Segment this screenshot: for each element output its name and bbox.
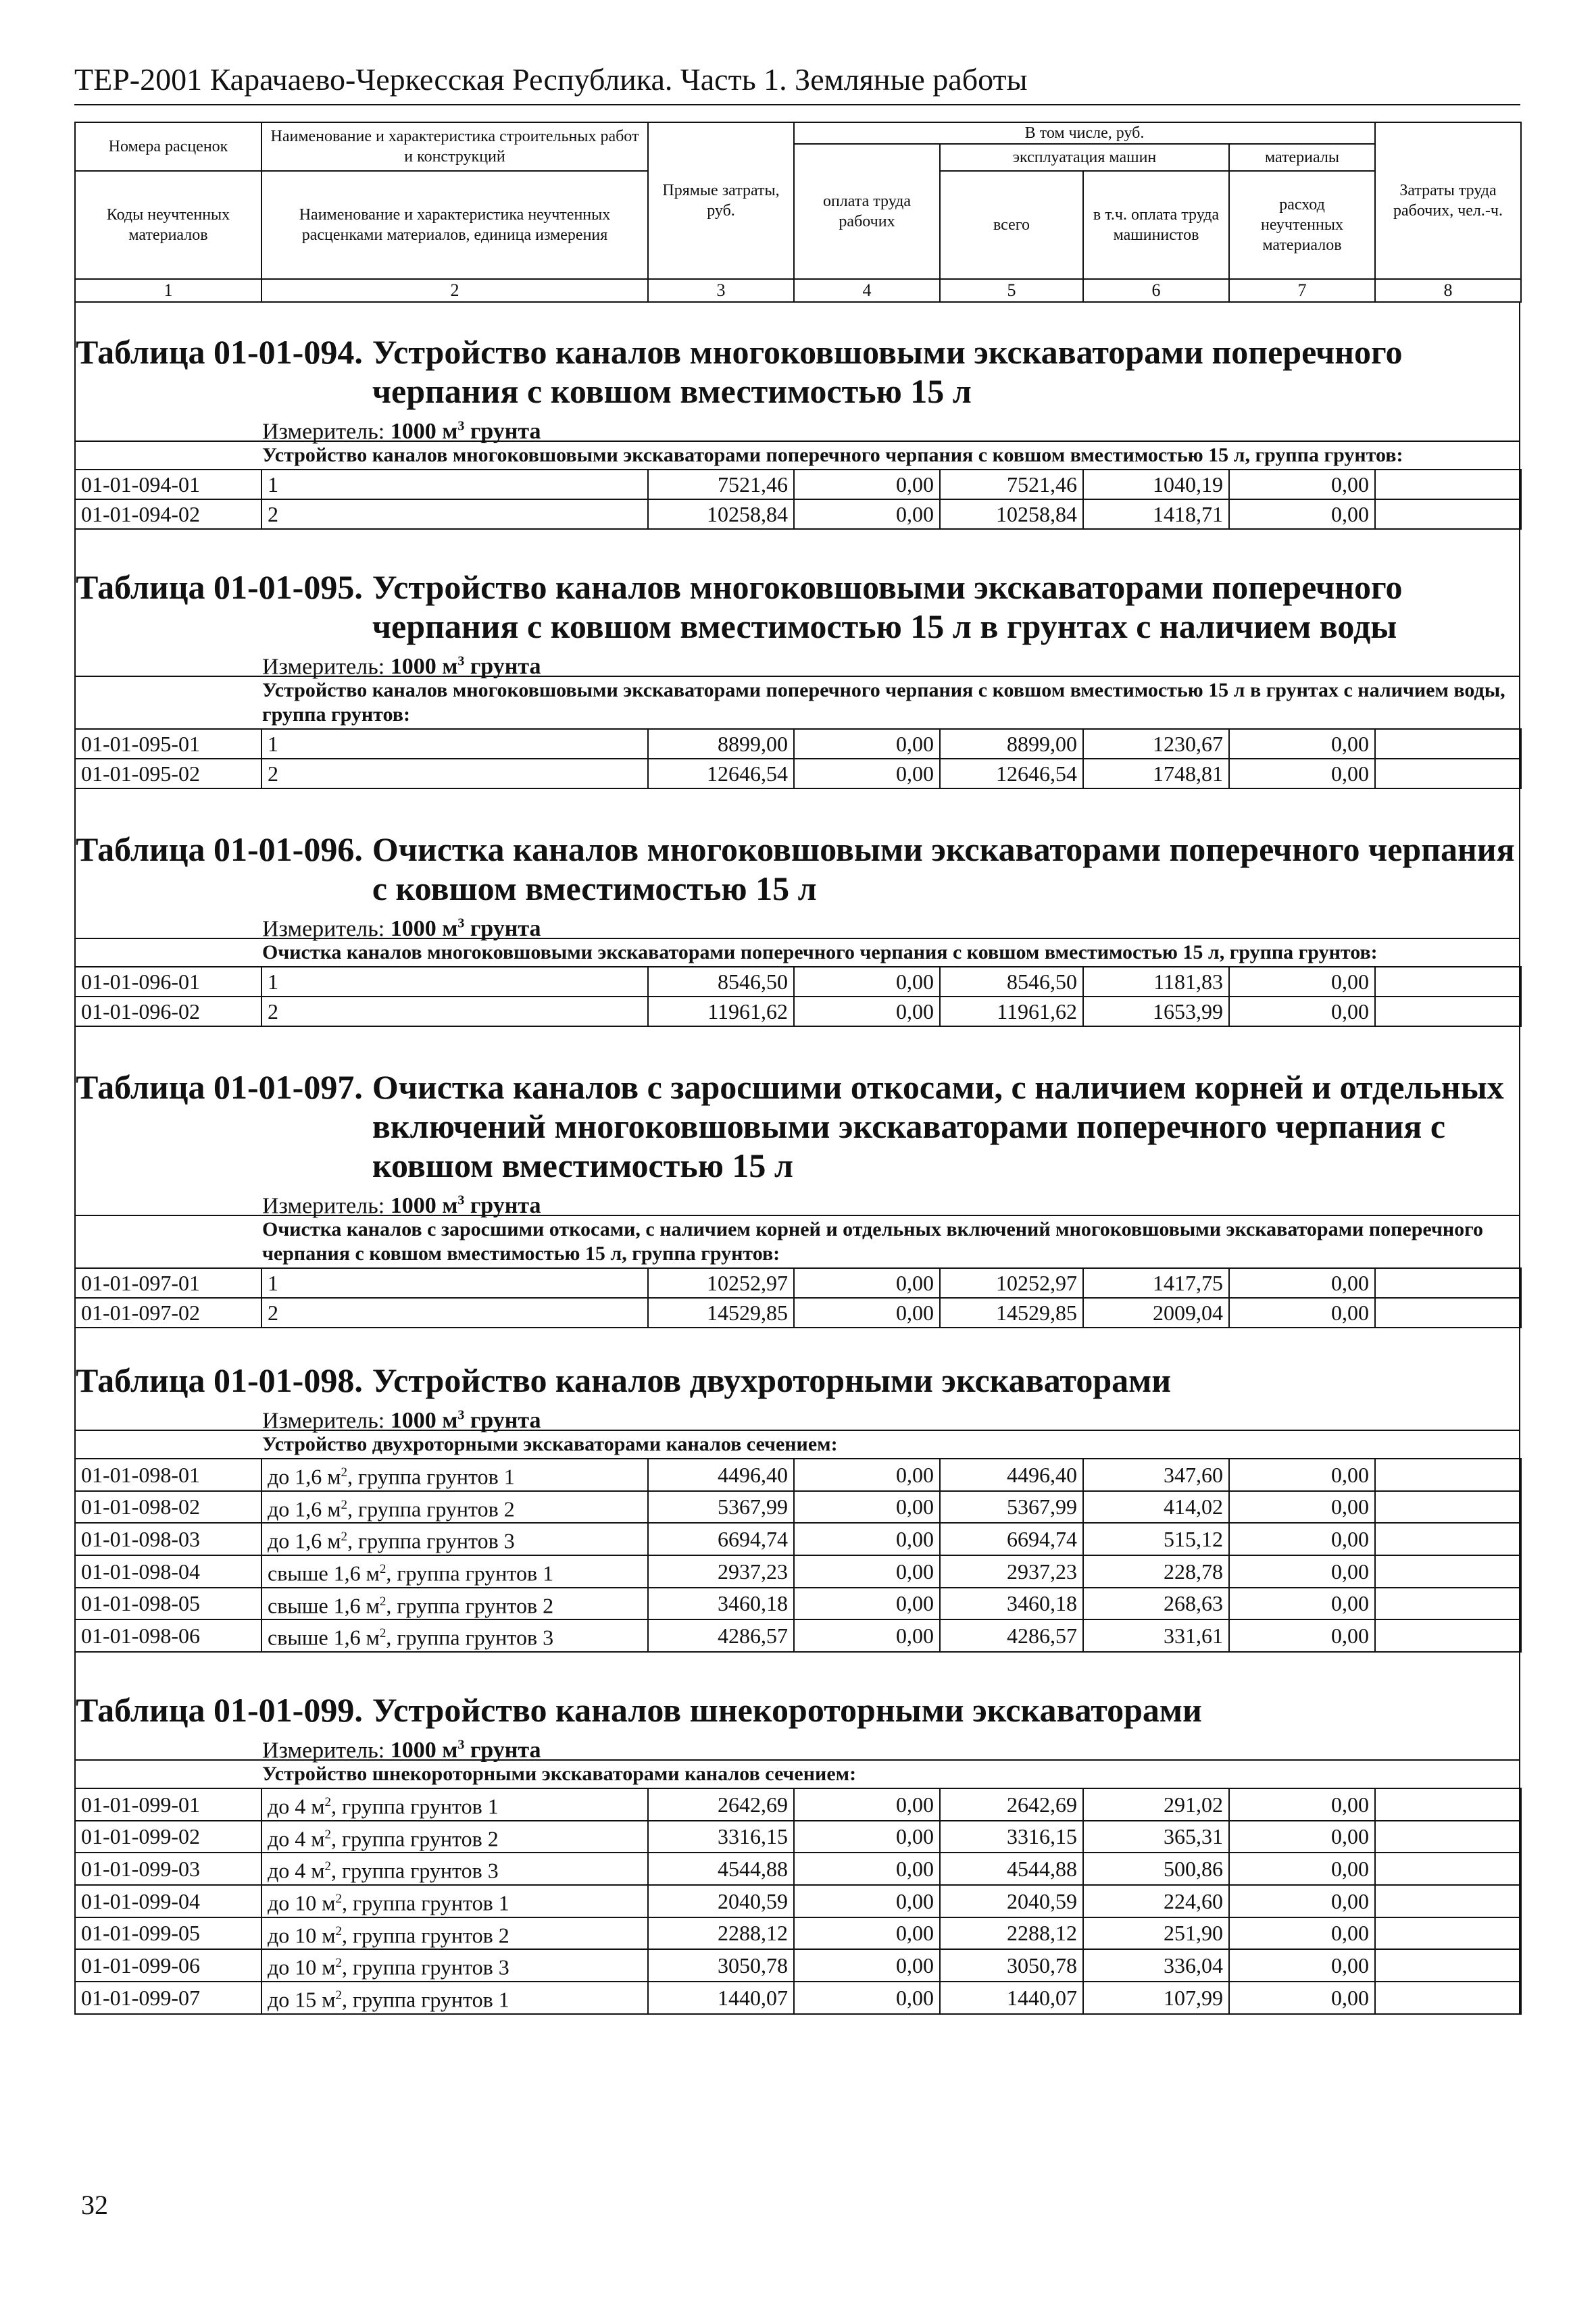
col-including: В том числе, руб. (794, 122, 1375, 144)
materials: 0,00 (1229, 759, 1375, 788)
direct-costs: 8546,50 (648, 967, 794, 997)
table-title (76, 830, 1519, 908)
col-rate-number: Номера расценок (75, 122, 261, 171)
rate-name: 1 (261, 470, 648, 499)
col-work-name: Наименование и характеристика строительных работ и конструкций (261, 122, 648, 171)
direct-costs: 6694,74 (648, 1523, 794, 1555)
table-title (76, 1690, 1519, 1730)
machine-total: 8546,50 (940, 967, 1083, 997)
rate-name: 2 (261, 499, 648, 529)
labor-hours (1375, 1523, 1521, 1555)
rate-name: 1 (261, 729, 648, 759)
materials: 0,00 (1229, 1821, 1375, 1853)
materials: 0,00 (1229, 1491, 1375, 1524)
col-machine-ops: эксплуатация машин (940, 144, 1229, 171)
direct-costs: 4544,88 (648, 1853, 794, 1885)
table-row (75, 1459, 1521, 1491)
machinist-pay: 291,02 (1083, 1788, 1229, 1821)
machine-total: 3050,78 (940, 1949, 1083, 1982)
labor-pay: 0,00 (794, 1982, 940, 2014)
rate-name: до 4 $м^2$, группа грунтов 2 (261, 1821, 648, 1853)
running-header: ТЕР-2001 Карачаево-Черкесская Республика. Часть 1. Земляные работы (74, 62, 1028, 97)
meter-label: Измеритель: (262, 1738, 385, 1763)
materials: 0,00 (1229, 1853, 1375, 1885)
table-row (75, 1298, 1521, 1328)
table-row (75, 759, 1521, 788)
col-labor-pay: оплата труда рабочих (794, 144, 940, 279)
machinist-pay: 228,78 (1083, 1555, 1229, 1588)
labor-hours (1375, 759, 1521, 788)
labor-pay: 0,00 (794, 729, 940, 759)
machinist-pay: 336,04 (1083, 1949, 1229, 1982)
labor-hours (1375, 1982, 1521, 2014)
machine-total: 4286,57 (940, 1619, 1083, 1652)
machine-total: 3460,18 (940, 1588, 1083, 1620)
rate-table-section (74, 530, 1520, 789)
rate-code: 01-01-095-01 (75, 729, 261, 759)
meter-label: Измеритель: (262, 916, 385, 942)
rate-name: до 15 $м^2$, группа грунтов 1 (261, 1982, 648, 2014)
machine-total: 12646,54 (940, 759, 1083, 788)
page-number: 32 (81, 2190, 108, 2220)
table-intro: Устройство каналов многоковшовыми экскаваторами поперечного черпания с ковшом вместимостью 15 л, группа грунтов: (76, 441, 1519, 469)
rate-code: 01-01-099-07 (75, 1982, 261, 2014)
machine-total: 10252,97 (940, 1268, 1083, 1298)
rate-name: до 4 $м^2$, группа грунтов 3 (261, 1853, 648, 1885)
direct-costs: 2937,23 (648, 1555, 794, 1588)
measurement-unit (76, 1185, 1519, 1219)
rate-code: 01-01-098-06 (75, 1619, 261, 1652)
rate-tables (74, 303, 1520, 2015)
rate-name: 2 (261, 1298, 648, 1328)
direct-costs: 11961,62 (648, 997, 794, 1026)
table-number: Таблица 01-01-099. (76, 1690, 363, 1729)
table-row (75, 729, 1521, 759)
machine-total: 8899,00 (940, 729, 1083, 759)
machine-total: 2642,69 (940, 1788, 1083, 1821)
rate-name: 2 (261, 759, 648, 788)
materials: 0,00 (1229, 499, 1375, 529)
machine-total: 10258,84 (940, 499, 1083, 529)
meter-value: 1000 $м^3$ грунта (390, 1408, 541, 1434)
machine-total: 3316,15 (940, 1821, 1083, 1853)
meter-value: 1000 $м^3$ грунта (390, 419, 541, 445)
machine-total: 5367,99 (940, 1491, 1083, 1524)
labor-hours (1375, 1788, 1521, 1821)
rate-rows (74, 1458, 1522, 1653)
labor-hours (1375, 1268, 1521, 1298)
table-row (75, 1491, 1521, 1524)
rate-name: свыше 1,6 $м^2$, группа грунтов 3 (261, 1619, 648, 1652)
machine-total: 4496,40 (940, 1459, 1083, 1491)
measurement-unit (76, 411, 1519, 445)
rate-code: 01-01-098-01 (75, 1459, 261, 1491)
machinist-pay: 347,60 (1083, 1459, 1229, 1491)
materials: 0,00 (1229, 1523, 1375, 1555)
materials: 0,00 (1229, 1268, 1375, 1298)
header-rule (74, 104, 1520, 105)
meter-value: 1000 $м^3$ грунта (390, 1737, 541, 1763)
direct-costs: 3460,18 (648, 1588, 794, 1620)
labor-hours (1375, 1555, 1521, 1588)
materials: 0,00 (1229, 1949, 1375, 1982)
col-unaccounted-name: Наименование и характеристика неучтенных расценками материалов, единица измерения (261, 171, 648, 279)
labor-pay: 0,00 (794, 1523, 940, 1555)
machinist-pay: 365,31 (1083, 1821, 1229, 1853)
rate-name: до 1,6 $м^2$, группа грунтов 3 (261, 1523, 648, 1555)
labor-hours (1375, 499, 1521, 529)
materials: 0,00 (1229, 729, 1375, 759)
table-row (75, 470, 1521, 499)
col-total: всего (940, 171, 1083, 279)
column-header-table (74, 122, 1522, 303)
machine-total: 6694,74 (940, 1523, 1083, 1555)
labor-hours (1375, 1821, 1521, 1853)
machinist-pay: 331,61 (1083, 1619, 1229, 1652)
direct-costs: 3316,15 (648, 1821, 794, 1853)
col-number: 3 (648, 279, 794, 302)
table-row (75, 1619, 1521, 1652)
materials: 0,00 (1229, 1619, 1375, 1652)
table-number: Таблица 01-01-096. (76, 830, 363, 868)
machinist-pay: 414,02 (1083, 1491, 1229, 1524)
rate-name: до 4 $м^2$, группа грунтов 1 (261, 1788, 648, 1821)
labor-hours (1375, 1298, 1521, 1328)
materials: 0,00 (1229, 1917, 1375, 1950)
table-title (76, 1067, 1519, 1185)
direct-costs: 10252,97 (648, 1268, 794, 1298)
table-row (75, 997, 1521, 1026)
machinist-pay: 1417,75 (1083, 1268, 1229, 1298)
meter-label: Измеритель: (262, 1408, 385, 1434)
rate-table-section (74, 1027, 1520, 1328)
labor-pay: 0,00 (794, 1268, 940, 1298)
table-intro: Очистка каналов с заросшими откосами, с наличием корней и отдельных включений многоковшовыми экскаваторами поперечного черпания с ковшом вместимостью 15 л, группа грунтов: (76, 1215, 1519, 1267)
rate-name: свыше 1,6 $м^2$, группа грунтов 2 (261, 1588, 648, 1620)
col-number: 6 (1083, 279, 1229, 302)
table-row (75, 1982, 1521, 2014)
table-title (76, 332, 1519, 411)
col-number: 2 (261, 279, 648, 302)
document-page (74, 61, 1520, 2015)
rate-code: 01-01-099-01 (75, 1788, 261, 1821)
labor-hours (1375, 1459, 1521, 1491)
direct-costs: 4286,57 (648, 1619, 794, 1652)
labor-hours (1375, 1853, 1521, 1885)
direct-costs: 7521,46 (648, 470, 794, 499)
table-row (75, 1588, 1521, 1620)
col-number: 4 (794, 279, 940, 302)
machinist-pay: 515,12 (1083, 1523, 1229, 1555)
labor-hours (1375, 967, 1521, 997)
labor-pay: 0,00 (794, 759, 940, 788)
labor-pay: 0,00 (794, 997, 940, 1026)
materials: 0,00 (1229, 1459, 1375, 1491)
measurement-unit (76, 646, 1519, 680)
rate-rows (74, 966, 1522, 1027)
rate-code: 01-01-096-02 (75, 997, 261, 1026)
labor-pay: 0,00 (794, 1555, 940, 1588)
rate-name: до 10 $м^2$, группа грунтов 1 (261, 1885, 648, 1917)
labor-pay: 0,00 (794, 1917, 940, 1950)
labor-pay: 0,00 (794, 1821, 940, 1853)
table-intro: Устройство двухроторными экскаваторами каналов сечением: (76, 1430, 1519, 1458)
table-number: Таблица 01-01-097. (76, 1068, 363, 1106)
direct-costs: 4496,40 (648, 1459, 794, 1491)
materials: 0,00 (1229, 1982, 1375, 2014)
direct-costs: 2040,59 (648, 1885, 794, 1917)
machinist-pay: 268,63 (1083, 1588, 1229, 1620)
machine-total: 11961,62 (940, 997, 1083, 1026)
meter-value: 1000 $м^3$ грунта (390, 1193, 541, 1219)
table-row (75, 1853, 1521, 1885)
table-row (75, 1949, 1521, 1982)
machine-total: 2288,12 (940, 1917, 1083, 1950)
table-row (75, 1885, 1521, 1917)
materials: 0,00 (1229, 1885, 1375, 1917)
machinist-pay: 224,60 (1083, 1885, 1229, 1917)
direct-costs: 8899,00 (648, 729, 794, 759)
table-intro: Устройство шнекороторными экскаваторами каналов сечением: (76, 1759, 1519, 1788)
rate-code: 01-01-096-01 (75, 967, 261, 997)
table-row (75, 1821, 1521, 1853)
table-row (75, 499, 1521, 529)
table-row (75, 1523, 1521, 1555)
table-intro: Устройство каналов многоковшовыми экскаваторами поперечного черпания с ковшом вместимостью 15 л в грунтах с наличием воды, группа грунтов: (76, 676, 1519, 728)
machinist-pay: 1181,83 (1083, 967, 1229, 997)
direct-costs: 12646,54 (648, 759, 794, 788)
direct-costs: 3050,78 (648, 1949, 794, 1982)
table-row (75, 1788, 1521, 1821)
rate-name: до 10 $м^2$, группа грунтов 2 (261, 1917, 648, 1950)
rate-table-section (74, 789, 1520, 1027)
rate-code: 01-01-098-05 (75, 1588, 261, 1620)
table-title (76, 1361, 1519, 1400)
table-number: Таблица 01-01-095. (76, 568, 363, 606)
meter-value: 1000 $м^3$ грунта (390, 916, 541, 942)
labor-pay: 0,00 (794, 1491, 940, 1524)
rate-rows (74, 1267, 1522, 1328)
col-labor-hours: Затраты труда рабочих, чел.-ч. (1375, 122, 1521, 279)
machine-total: 1440,07 (940, 1982, 1083, 2014)
machine-total: 7521,46 (940, 470, 1083, 499)
meter-label: Измеритель: (262, 1193, 385, 1219)
labor-hours (1375, 1917, 1521, 1950)
rate-code: 01-01-098-04 (75, 1555, 261, 1588)
rate-name: до 1,6 $м^2$, группа грунтов 1 (261, 1459, 648, 1491)
table-caption: Устройство каналов многоковшовыми экскаваторами поперечного черпания с ковшом вместимостью 15 л (372, 333, 1403, 410)
direct-costs: 10258,84 (648, 499, 794, 529)
rate-code: 01-01-098-02 (75, 1491, 261, 1524)
machinist-pay: 1653,99 (1083, 997, 1229, 1026)
measurement-unit (76, 1400, 1519, 1434)
rate-code: 01-01-099-04 (75, 1885, 261, 1917)
rate-code: 01-01-094-02 (75, 499, 261, 529)
rate-name: 1 (261, 1268, 648, 1298)
rate-code: 01-01-094-01 (75, 470, 261, 499)
table-caption: Устройство каналов шнекороторными экскаваторами (372, 1690, 1202, 1729)
labor-pay: 0,00 (794, 1949, 940, 1982)
machine-total: 14529,85 (940, 1298, 1083, 1328)
labor-pay: 0,00 (794, 1588, 940, 1620)
labor-hours (1375, 1588, 1521, 1620)
table-row (75, 967, 1521, 997)
rate-code: 01-01-098-03 (75, 1523, 261, 1555)
materials: 0,00 (1229, 1588, 1375, 1620)
rate-rows (74, 728, 1522, 789)
table-row (75, 1268, 1521, 1298)
rate-code: 01-01-099-06 (75, 1949, 261, 1982)
rate-name: до 10 $м^2$, группа грунтов 3 (261, 1949, 648, 1982)
direct-costs: 2288,12 (648, 1917, 794, 1950)
direct-costs: 14529,85 (648, 1298, 794, 1328)
machinist-pay: 107,99 (1083, 1982, 1229, 2014)
labor-pay: 0,00 (794, 1853, 940, 1885)
materials: 0,00 (1229, 967, 1375, 997)
rate-code: 01-01-099-05 (75, 1917, 261, 1950)
measurement-unit (76, 908, 1519, 942)
labor-pay: 0,00 (794, 470, 940, 499)
table-caption: Устройство каналов многоковшовыми экскаваторами поперечного черпания с ковшом вместимостью 15 л в грунтах с наличием воды (372, 568, 1403, 645)
col-number: 7 (1229, 279, 1375, 302)
rate-name: 1 (261, 967, 648, 997)
rate-name: 2 (261, 997, 648, 1026)
rate-table-section (74, 1653, 1520, 2015)
col-unaccounted-codes: Коды неучтенных материалов (75, 171, 261, 279)
rate-rows (74, 469, 1522, 530)
rate-name: свыше 1,6 $м^2$, группа грунтов 1 (261, 1555, 648, 1588)
col-materials: материалы (1229, 144, 1375, 171)
labor-pay: 0,00 (794, 499, 940, 529)
rate-table-section (74, 303, 1520, 530)
machine-total: 2040,59 (940, 1885, 1083, 1917)
labor-pay: 0,00 (794, 1298, 940, 1328)
machine-total: 2937,23 (940, 1555, 1083, 1588)
labor-pay: 0,00 (794, 1459, 940, 1491)
col-unaccounted-use: расход неучтенных материалов (1229, 171, 1375, 279)
rate-code: 01-01-097-02 (75, 1298, 261, 1328)
measurement-unit (76, 1730, 1519, 1763)
meter-label: Измеритель: (262, 419, 385, 445)
machine-total: 4544,88 (940, 1853, 1083, 1885)
machinist-pay: 1418,71 (1083, 499, 1229, 529)
rate-code: 01-01-099-02 (75, 1821, 261, 1853)
labor-pay: 0,00 (794, 1885, 940, 1917)
table-caption: Очистка каналов многоковшовыми экскаваторами поперечного черпания с ковшом вместимостью 15 л (372, 830, 1515, 907)
labor-hours (1375, 997, 1521, 1026)
table-title (76, 568, 1519, 646)
table-row (75, 1555, 1521, 1588)
labor-hours (1375, 1949, 1521, 1982)
machinist-pay: 1748,81 (1083, 759, 1229, 788)
direct-costs: 1440,07 (648, 1982, 794, 2014)
rate-code: 01-01-099-03 (75, 1853, 261, 1885)
materials: 0,00 (1229, 1298, 1375, 1328)
machinist-pay: 1040,19 (1083, 470, 1229, 499)
machinist-pay: 2009,04 (1083, 1298, 1229, 1328)
rate-code: 01-01-097-01 (75, 1268, 261, 1298)
labor-hours (1375, 1491, 1521, 1524)
machinist-pay: 500,86 (1083, 1853, 1229, 1885)
machinist-pay: 1230,67 (1083, 729, 1229, 759)
labor-pay: 0,00 (794, 1788, 940, 1821)
col-incl-machinist: в т.ч. оплата труда машинистов (1083, 171, 1229, 279)
labor-hours (1375, 470, 1521, 499)
labor-hours (1375, 1885, 1521, 1917)
labor-pay: 0,00 (794, 967, 940, 997)
col-number: 8 (1375, 279, 1521, 302)
table-number: Таблица 01-01-098. (76, 1361, 363, 1399)
rate-rows (74, 1788, 1522, 2015)
rate-table-section (74, 1328, 1520, 1653)
col-number: 1 (75, 279, 261, 302)
table-row (75, 1917, 1521, 1950)
table-caption: Очистка каналов с заросшими откосами, с наличием корней и отдельных включений многоковшовыми экскаваторами поперечного черпания с ковшом вместимостью 15 л (372, 1068, 1504, 1184)
labor-pay: 0,00 (794, 1619, 940, 1652)
col-number: 5 (940, 279, 1083, 302)
meter-label: Измеритель: (262, 654, 385, 680)
direct-costs: 5367,99 (648, 1491, 794, 1524)
meter-value: 1000 $м^3$ грунта (390, 654, 541, 680)
materials: 0,00 (1229, 997, 1375, 1026)
table-caption: Устройство каналов двухроторными экскаваторами (372, 1361, 1171, 1399)
materials: 0,00 (1229, 1788, 1375, 1821)
direct-costs: 2642,69 (648, 1788, 794, 1821)
table-intro: Очистка каналов многоковшовыми экскаваторами поперечного черпания с ковшом вместимостью 15 л, группа грунтов: (76, 938, 1519, 966)
labor-hours (1375, 729, 1521, 759)
machinist-pay: 251,90 (1083, 1917, 1229, 1950)
rate-code: 01-01-095-02 (75, 759, 261, 788)
materials: 0,00 (1229, 1555, 1375, 1588)
col-direct-costs: Прямые затраты, руб. (648, 122, 794, 279)
materials: 0,00 (1229, 470, 1375, 499)
rate-name: до 1,6 $м^2$, группа грунтов 2 (261, 1491, 648, 1524)
labor-hours (1375, 1619, 1521, 1652)
table-number: Таблица 01-01-094. (76, 333, 363, 371)
